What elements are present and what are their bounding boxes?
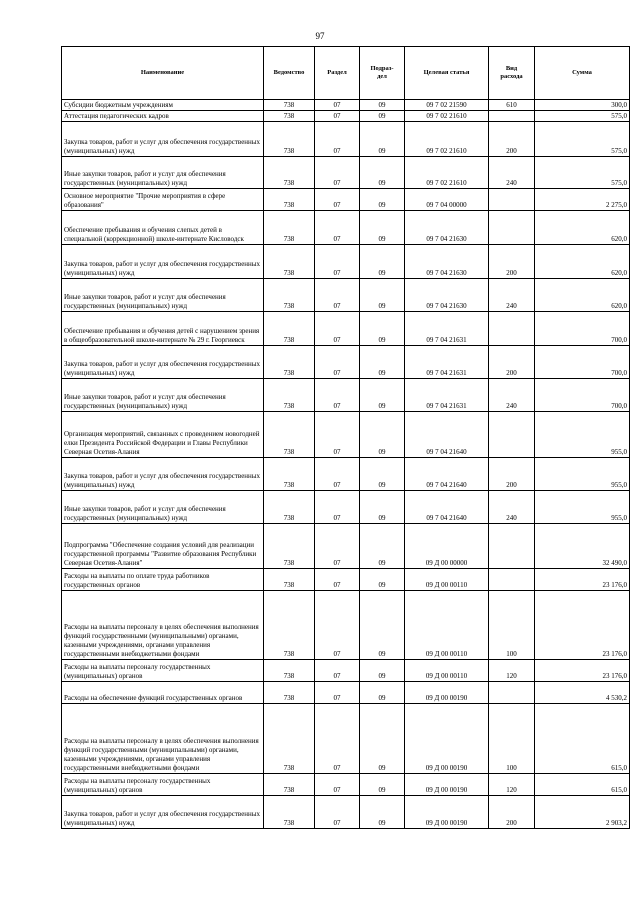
razdel-cell: 07 bbox=[315, 122, 360, 157]
vid-cell: 200 bbox=[489, 245, 535, 279]
sum-cell: 2 275,0 bbox=[535, 189, 630, 211]
vid-cell: 240 bbox=[489, 157, 535, 189]
razdel-cell: 07 bbox=[315, 279, 360, 312]
podrazdel-cell: 09 bbox=[360, 660, 405, 682]
vid-cell: 120 bbox=[489, 774, 535, 796]
target-cell: 09 7 04 21631 bbox=[405, 379, 489, 412]
sum-cell: 700,0 bbox=[535, 346, 630, 379]
vedomstvo-cell: 738 bbox=[264, 682, 315, 704]
sum-cell: 615,0 bbox=[535, 774, 630, 796]
razdel-cell: 07 bbox=[315, 591, 360, 660]
vedomstvo-cell: 738 bbox=[264, 704, 315, 774]
name-cell: Иные закупки товаров, работ и услуг для обеспечения государственных (муниципальных) нужд bbox=[62, 279, 264, 312]
table-row bbox=[62, 122, 630, 157]
podrazdel-cell: 09 bbox=[360, 524, 405, 569]
podrazdel-cell: 09 bbox=[360, 379, 405, 412]
razdel-cell: 07 bbox=[315, 379, 360, 412]
vedomstvo-cell: 738 bbox=[264, 412, 315, 458]
podrazdel-cell: 09 bbox=[360, 774, 405, 796]
vid-cell: 240 bbox=[489, 279, 535, 312]
target-cell: 09 Д 00 00190 bbox=[405, 774, 489, 796]
razdel-cell: 07 bbox=[315, 458, 360, 491]
podrazdel-cell: 09 bbox=[360, 796, 405, 829]
vedomstvo-cell: 738 bbox=[264, 379, 315, 412]
razdel-cell: 07 bbox=[315, 774, 360, 796]
name-cell: Расходы на выплаты персоналу государственных (муниципальных) органов bbox=[62, 774, 264, 796]
sum-cell: 700,0 bbox=[535, 312, 630, 346]
podrazdel-cell: 09 bbox=[360, 491, 405, 524]
sum-cell: 23 176,0 bbox=[535, 660, 630, 682]
name-cell: Иные закупки товаров, работ и услуг для обеспечения государственных (муниципальных) нужд bbox=[62, 157, 264, 189]
vedomstvo-cell: 738 bbox=[264, 458, 315, 491]
target-cell: 09 7 04 21630 bbox=[405, 211, 489, 245]
table-row bbox=[62, 591, 630, 660]
podrazdel-cell: 09 bbox=[360, 591, 405, 660]
razdel-cell: 07 bbox=[315, 157, 360, 189]
razdel-cell: 07 bbox=[315, 491, 360, 524]
vid-cell: 120 bbox=[489, 660, 535, 682]
header-razdel: Раздел bbox=[315, 47, 360, 100]
target-cell: 09 7 02 21610 bbox=[405, 122, 489, 157]
sum-cell: 955,0 bbox=[535, 458, 630, 491]
sum-cell: 620,0 bbox=[535, 211, 630, 245]
razdel-cell: 07 bbox=[315, 211, 360, 245]
target-cell: 09 Д 00 00190 bbox=[405, 704, 489, 774]
name-cell: Основное мероприятие "Прочие мероприятия в сфере образования" bbox=[62, 189, 264, 211]
razdel-cell: 07 bbox=[315, 346, 360, 379]
target-cell: 09 Д 00 00000 bbox=[405, 524, 489, 569]
name-cell: Расходы на выплаты персоналу в целях обеспечения выполнения функций государственными (муниципальными) органами, казенными учреждениями, органами управления государственными внебюджетными фондами bbox=[62, 704, 264, 774]
sum-cell: 955,0 bbox=[535, 412, 630, 458]
table-row bbox=[62, 660, 630, 682]
name-cell: Расходы на обеспечение функций государственных органов bbox=[62, 682, 264, 704]
table-row bbox=[62, 704, 630, 774]
table-row bbox=[62, 245, 630, 279]
vid-cell: 610 bbox=[489, 100, 535, 111]
target-cell: 09 Д 00 00110 bbox=[405, 591, 489, 660]
vid-cell bbox=[489, 111, 535, 122]
header-summa: Сумма bbox=[535, 47, 630, 100]
table-row bbox=[62, 774, 630, 796]
name-cell: Иные закупки товаров, работ и услуг для обеспечения государственных (муниципальных) нужд bbox=[62, 379, 264, 412]
vid-cell: 100 bbox=[489, 704, 535, 774]
vedomstvo-cell: 738 bbox=[264, 312, 315, 346]
name-cell: Закупка товаров, работ и услуг для обеспечения государственных (муниципальных) нужд bbox=[62, 796, 264, 829]
name-cell: Расходы на выплаты персоналу в целях обеспечения выполнения функций государственными (муниципальными) органами, казенными учреждениями, органами управления государственными внебюджетными фондами bbox=[62, 591, 264, 660]
razdel-cell: 07 bbox=[315, 682, 360, 704]
name-cell: Иные закупки товаров, работ и услуг для обеспечения государственных (муниципальных) нужд bbox=[62, 491, 264, 524]
sum-cell: 955,0 bbox=[535, 491, 630, 524]
name-cell: Обеспечение пребывания и обучения детей с нарушением зрения в общеобразовательной школе-интернате № 29 г. Георгиевск bbox=[62, 312, 264, 346]
vedomstvo-cell: 738 bbox=[264, 122, 315, 157]
table-row bbox=[62, 412, 630, 458]
vid-cell bbox=[489, 682, 535, 704]
razdel-cell: 07 bbox=[315, 312, 360, 346]
vid-cell bbox=[489, 524, 535, 569]
vedomstvo-cell: 738 bbox=[264, 491, 315, 524]
table-row bbox=[62, 157, 630, 189]
podrazdel-cell: 09 bbox=[360, 312, 405, 346]
razdel-cell: 07 bbox=[315, 796, 360, 829]
name-cell: Закупка товаров, работ и услуг для обеспечения государственных (муниципальных) нужд bbox=[62, 458, 264, 491]
sum-cell: 23 176,0 bbox=[535, 591, 630, 660]
target-cell: 09 7 04 21640 bbox=[405, 412, 489, 458]
sum-cell: 575,0 bbox=[535, 122, 630, 157]
podrazdel-cell: 09 bbox=[360, 111, 405, 122]
table-header-row bbox=[62, 47, 630, 100]
vedomstvo-cell: 738 bbox=[264, 100, 315, 111]
table-row bbox=[62, 211, 630, 245]
header-vid: Вид расхода bbox=[489, 47, 535, 100]
target-cell: 09 7 04 21630 bbox=[405, 245, 489, 279]
vedomstvo-cell: 738 bbox=[264, 346, 315, 379]
sum-cell: 575,0 bbox=[535, 111, 630, 122]
vedomstvo-cell: 738 bbox=[264, 569, 315, 591]
vid-cell bbox=[489, 412, 535, 458]
podrazdel-cell: 09 bbox=[360, 211, 405, 245]
sum-cell: 2 903,2 bbox=[535, 796, 630, 829]
name-cell: Расходы на выплаты по оплате труда работников государственных органов bbox=[62, 569, 264, 591]
vid-cell: 240 bbox=[489, 491, 535, 524]
podrazdel-cell: 09 bbox=[360, 245, 405, 279]
target-cell: 09 Д 00 00190 bbox=[405, 796, 489, 829]
vedomstvo-cell: 738 bbox=[264, 157, 315, 189]
vid-cell: 200 bbox=[489, 346, 535, 379]
vedomstvo-cell: 738 bbox=[264, 211, 315, 245]
podrazdel-cell: 09 bbox=[360, 569, 405, 591]
header-target: Целевая статья bbox=[405, 47, 489, 100]
sum-cell: 4 530,2 bbox=[535, 682, 630, 704]
header-name: Наименование bbox=[62, 47, 264, 100]
target-cell: 09 7 04 00000 bbox=[405, 189, 489, 211]
vedomstvo-cell: 738 bbox=[264, 111, 315, 122]
header-podrazdel: Подраз- дел bbox=[360, 47, 405, 100]
vid-cell: 200 bbox=[489, 796, 535, 829]
vedomstvo-cell: 738 bbox=[264, 189, 315, 211]
razdel-cell: 07 bbox=[315, 189, 360, 211]
table-row bbox=[62, 189, 630, 211]
sum-cell: 620,0 bbox=[535, 245, 630, 279]
vedomstvo-cell: 738 bbox=[264, 796, 315, 829]
table-row bbox=[62, 346, 630, 379]
podrazdel-cell: 09 bbox=[360, 346, 405, 379]
table-row bbox=[62, 111, 630, 122]
name-cell: Закупка товаров, работ и услуг для обеспечения государственных (муниципальных) нужд bbox=[62, 245, 264, 279]
vid-cell: 200 bbox=[489, 458, 535, 491]
table-row bbox=[62, 279, 630, 312]
vid-cell bbox=[489, 569, 535, 591]
razdel-cell: 07 bbox=[315, 412, 360, 458]
podrazdel-cell: 09 bbox=[360, 189, 405, 211]
target-cell: 09 7 04 21640 bbox=[405, 458, 489, 491]
vid-cell: 200 bbox=[489, 122, 535, 157]
vid-cell: 100 bbox=[489, 591, 535, 660]
vedomstvo-cell: 738 bbox=[264, 774, 315, 796]
name-cell: Организация мероприятий, связанных с проведением новогодней елки Президента Российской Федерации и Главы Республики Северная Осетия-Алания bbox=[62, 412, 264, 458]
sum-cell: 23 176,0 bbox=[535, 569, 630, 591]
table-row bbox=[62, 312, 630, 346]
table-row bbox=[62, 458, 630, 491]
table-row bbox=[62, 524, 630, 569]
razdel-cell: 07 bbox=[315, 100, 360, 111]
razdel-cell: 07 bbox=[315, 660, 360, 682]
budget-table bbox=[61, 46, 630, 829]
table-row bbox=[62, 379, 630, 412]
name-cell: Подпрограмма "Обеспечение создания условий для реализации государственной программы "Развитие образования Республики Северная Осетия-Алания" bbox=[62, 524, 264, 569]
header-vedomstvo: Ведомство bbox=[264, 47, 315, 100]
target-cell: 09 7 04 21631 bbox=[405, 346, 489, 379]
podrazdel-cell: 09 bbox=[360, 704, 405, 774]
target-cell: 09 7 02 21610 bbox=[405, 157, 489, 189]
sum-cell: 300,0 bbox=[535, 100, 630, 111]
podrazdel-cell: 09 bbox=[360, 157, 405, 189]
sum-cell: 615,0 bbox=[535, 704, 630, 774]
podrazdel-cell: 09 bbox=[360, 458, 405, 491]
vedomstvo-cell: 738 bbox=[264, 245, 315, 279]
target-cell: 09 Д 00 00110 bbox=[405, 660, 489, 682]
table-row bbox=[62, 491, 630, 524]
vedomstvo-cell: 738 bbox=[264, 279, 315, 312]
page-number: 97 bbox=[315, 31, 325, 41]
name-cell: Закупка товаров, работ и услуг для обеспечения государственных (муниципальных) нужд bbox=[62, 346, 264, 379]
sum-cell: 700,0 bbox=[535, 379, 630, 412]
target-cell: 09 7 02 21590 bbox=[405, 100, 489, 111]
sum-cell: 620,0 bbox=[535, 279, 630, 312]
vedomstvo-cell: 738 bbox=[264, 660, 315, 682]
name-cell: Расходы на выплаты персоналу государственных (муниципальных) органов bbox=[62, 660, 264, 682]
razdel-cell: 07 bbox=[315, 245, 360, 279]
vid-cell bbox=[489, 189, 535, 211]
razdel-cell: 07 bbox=[315, 524, 360, 569]
target-cell: 09 Д 00 00190 bbox=[405, 682, 489, 704]
vid-cell: 240 bbox=[489, 379, 535, 412]
table-row bbox=[62, 569, 630, 591]
vedomstvo-cell: 738 bbox=[264, 524, 315, 569]
vid-cell bbox=[489, 312, 535, 346]
podrazdel-cell: 09 bbox=[360, 682, 405, 704]
podrazdel-cell: 09 bbox=[360, 279, 405, 312]
razdel-cell: 07 bbox=[315, 111, 360, 122]
name-cell: Субсидии бюджетным учреждениям bbox=[62, 100, 264, 111]
target-cell: 09 Д 00 00110 bbox=[405, 569, 489, 591]
podrazdel-cell: 09 bbox=[360, 100, 405, 111]
podrazdel-cell: 09 bbox=[360, 412, 405, 458]
sum-cell: 575,0 bbox=[535, 157, 630, 189]
podrazdel-cell: 09 bbox=[360, 122, 405, 157]
table-row bbox=[62, 682, 630, 704]
name-cell: Аттестация педагогических кадров bbox=[62, 111, 264, 122]
vid-cell bbox=[489, 211, 535, 245]
razdel-cell: 07 bbox=[315, 569, 360, 591]
table-body bbox=[62, 100, 630, 829]
target-cell: 09 7 04 21631 bbox=[405, 312, 489, 346]
table-row bbox=[62, 100, 630, 111]
target-cell: 09 7 02 21610 bbox=[405, 111, 489, 122]
name-cell: Закупка товаров, работ и услуг для обеспечения государственных (муниципальных) нужд bbox=[62, 122, 264, 157]
table-row bbox=[62, 796, 630, 829]
vedomstvo-cell: 738 bbox=[264, 591, 315, 660]
target-cell: 09 7 04 21640 bbox=[405, 491, 489, 524]
target-cell: 09 7 04 21630 bbox=[405, 279, 489, 312]
razdel-cell: 07 bbox=[315, 704, 360, 774]
name-cell: Обеспечение пребывания и обучения слепых детей в специальной (коррекционной) школе-интернате Кисловодск bbox=[62, 211, 264, 245]
sum-cell: 32 490,0 bbox=[535, 524, 630, 569]
